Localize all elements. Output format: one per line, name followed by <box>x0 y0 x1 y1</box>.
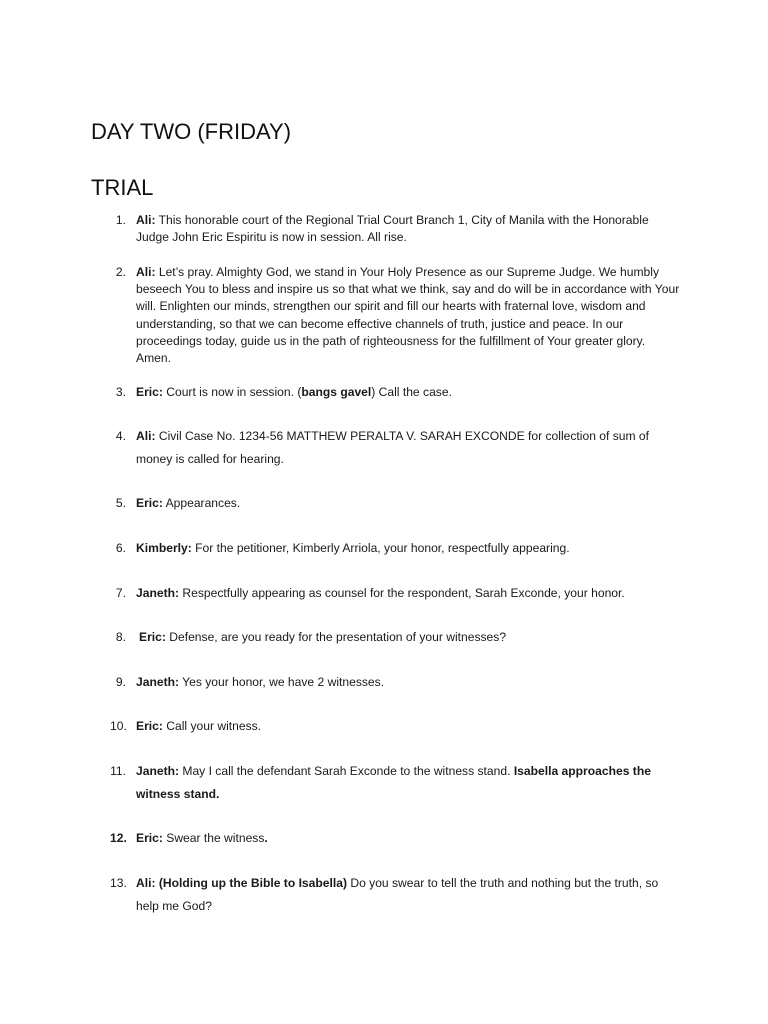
list-item <box>112 872 682 917</box>
speaker-name: Janeth: <box>136 764 180 778</box>
speaker-name: Eric: <box>136 831 163 845</box>
stage-direction: bangs gavel <box>301 385 372 399</box>
item-text: Defense, are you ready for the presentation of your witnesses? <box>165 630 507 644</box>
item-text: Let’s pray. Almighty God, we stand in Your Holy Presence as our Supreme Judge. We humbly beseech You to bless and inspire us so that what we think, say and do will be in accordance with Your will. Enlighten our minds, strengthen our spirit and fill our hearts with fraternal love, wisdom and understanding, so that we can become effective channels of truth, justice and peace. In our proceedings today, guide us in the path of righteousness for the fulfillment of Your greater glory. Amen. <box>136 265 680 366</box>
item-number: 12. <box>110 831 127 845</box>
item-number: 4. <box>115 429 126 443</box>
speaker-name: Janeth: <box>136 586 180 600</box>
list-item <box>112 827 682 850</box>
item-text: Appearances. <box>162 496 241 510</box>
list-item <box>112 715 682 738</box>
item-body <box>136 582 682 605</box>
day-heading: DAY TWO (FRIDAY) <box>91 119 292 144</box>
list-item <box>112 212 682 246</box>
speaker-name: Ali: (Holding up the Bible to Isabella) <box>136 876 347 890</box>
item-text-bold: . <box>264 831 268 845</box>
item-number: 13. <box>110 876 127 890</box>
item-text: Yes your honor, we have 2 witnesses. <box>179 675 385 689</box>
list-item <box>112 425 682 470</box>
list-item <box>112 492 682 515</box>
item-body <box>136 425 682 470</box>
item-text: Do you swear to tell the truth and nothing but the truth, so help me God? <box>136 876 659 913</box>
list-item <box>112 626 682 649</box>
item-body <box>136 760 682 805</box>
item-body <box>136 537 682 560</box>
item-text: Court is now in session. ( <box>162 385 302 399</box>
speaker-name: Ali: <box>136 213 156 227</box>
item-text: ) Call the case. <box>371 385 452 399</box>
item-body <box>136 671 682 694</box>
item-number: 7. <box>115 586 126 600</box>
speaker-name: Ali: <box>136 265 156 279</box>
item-text: For the petitioner, Kimberly Arriola, your honor, respectfully appearing. <box>191 541 570 555</box>
item-text: Civil Case No. 1234-56 MATTHEW PERALTA V. SARAH EXCONDE for collection of sum of money is called for hearing. <box>136 429 650 466</box>
item-number: 2. <box>115 265 126 279</box>
stage-direction: Isabella approaches the witness stand. <box>136 764 651 801</box>
list-item <box>112 582 682 605</box>
item-body <box>136 872 682 917</box>
speaker-name: Eric: <box>136 496 163 510</box>
speaker-name: Ali: <box>136 429 156 443</box>
item-text: Swear the witness <box>162 831 265 845</box>
item-text: Call your witness. <box>162 719 262 733</box>
speaker-name: Eric: <box>136 385 163 399</box>
item-body <box>136 384 682 401</box>
item-text: Respectfully appearing as counsel for the respondent, Sarah Exconde, your honor. <box>179 586 625 600</box>
list-item <box>112 264 682 367</box>
item-body <box>136 212 682 246</box>
item-body <box>139 626 682 649</box>
speaker-name: Eric: <box>136 719 163 733</box>
item-body <box>136 827 682 850</box>
list-item <box>112 671 682 694</box>
list-item <box>112 537 682 560</box>
speaker-name: Eric: <box>139 630 166 644</box>
item-text: May I call the defendant Sarah Exconde to the witness stand. <box>179 764 514 778</box>
speaker-name: Kimberly: <box>136 541 192 555</box>
item-number: 11. <box>110 764 126 778</box>
item-number: 6. <box>115 541 126 555</box>
speaker-name: Janeth: <box>136 675 180 689</box>
item-body <box>136 264 682 367</box>
list-item <box>112 384 682 401</box>
item-number: 5. <box>115 496 126 510</box>
item-number: 9. <box>115 675 126 689</box>
item-number: 8. <box>115 630 126 644</box>
item-body <box>136 715 682 738</box>
item-text: This honorable court of the Regional Trial Court Branch 1, City of Manila with the Honorable Judge John Eric Espiritu is now in session. All rise. <box>136 213 649 245</box>
section-heading: TRIAL <box>91 175 154 200</box>
item-number: 3. <box>115 385 126 399</box>
item-number: 1. <box>115 213 126 227</box>
item-number: 10. <box>110 719 127 733</box>
list-item <box>112 760 682 805</box>
item-body <box>136 492 682 515</box>
